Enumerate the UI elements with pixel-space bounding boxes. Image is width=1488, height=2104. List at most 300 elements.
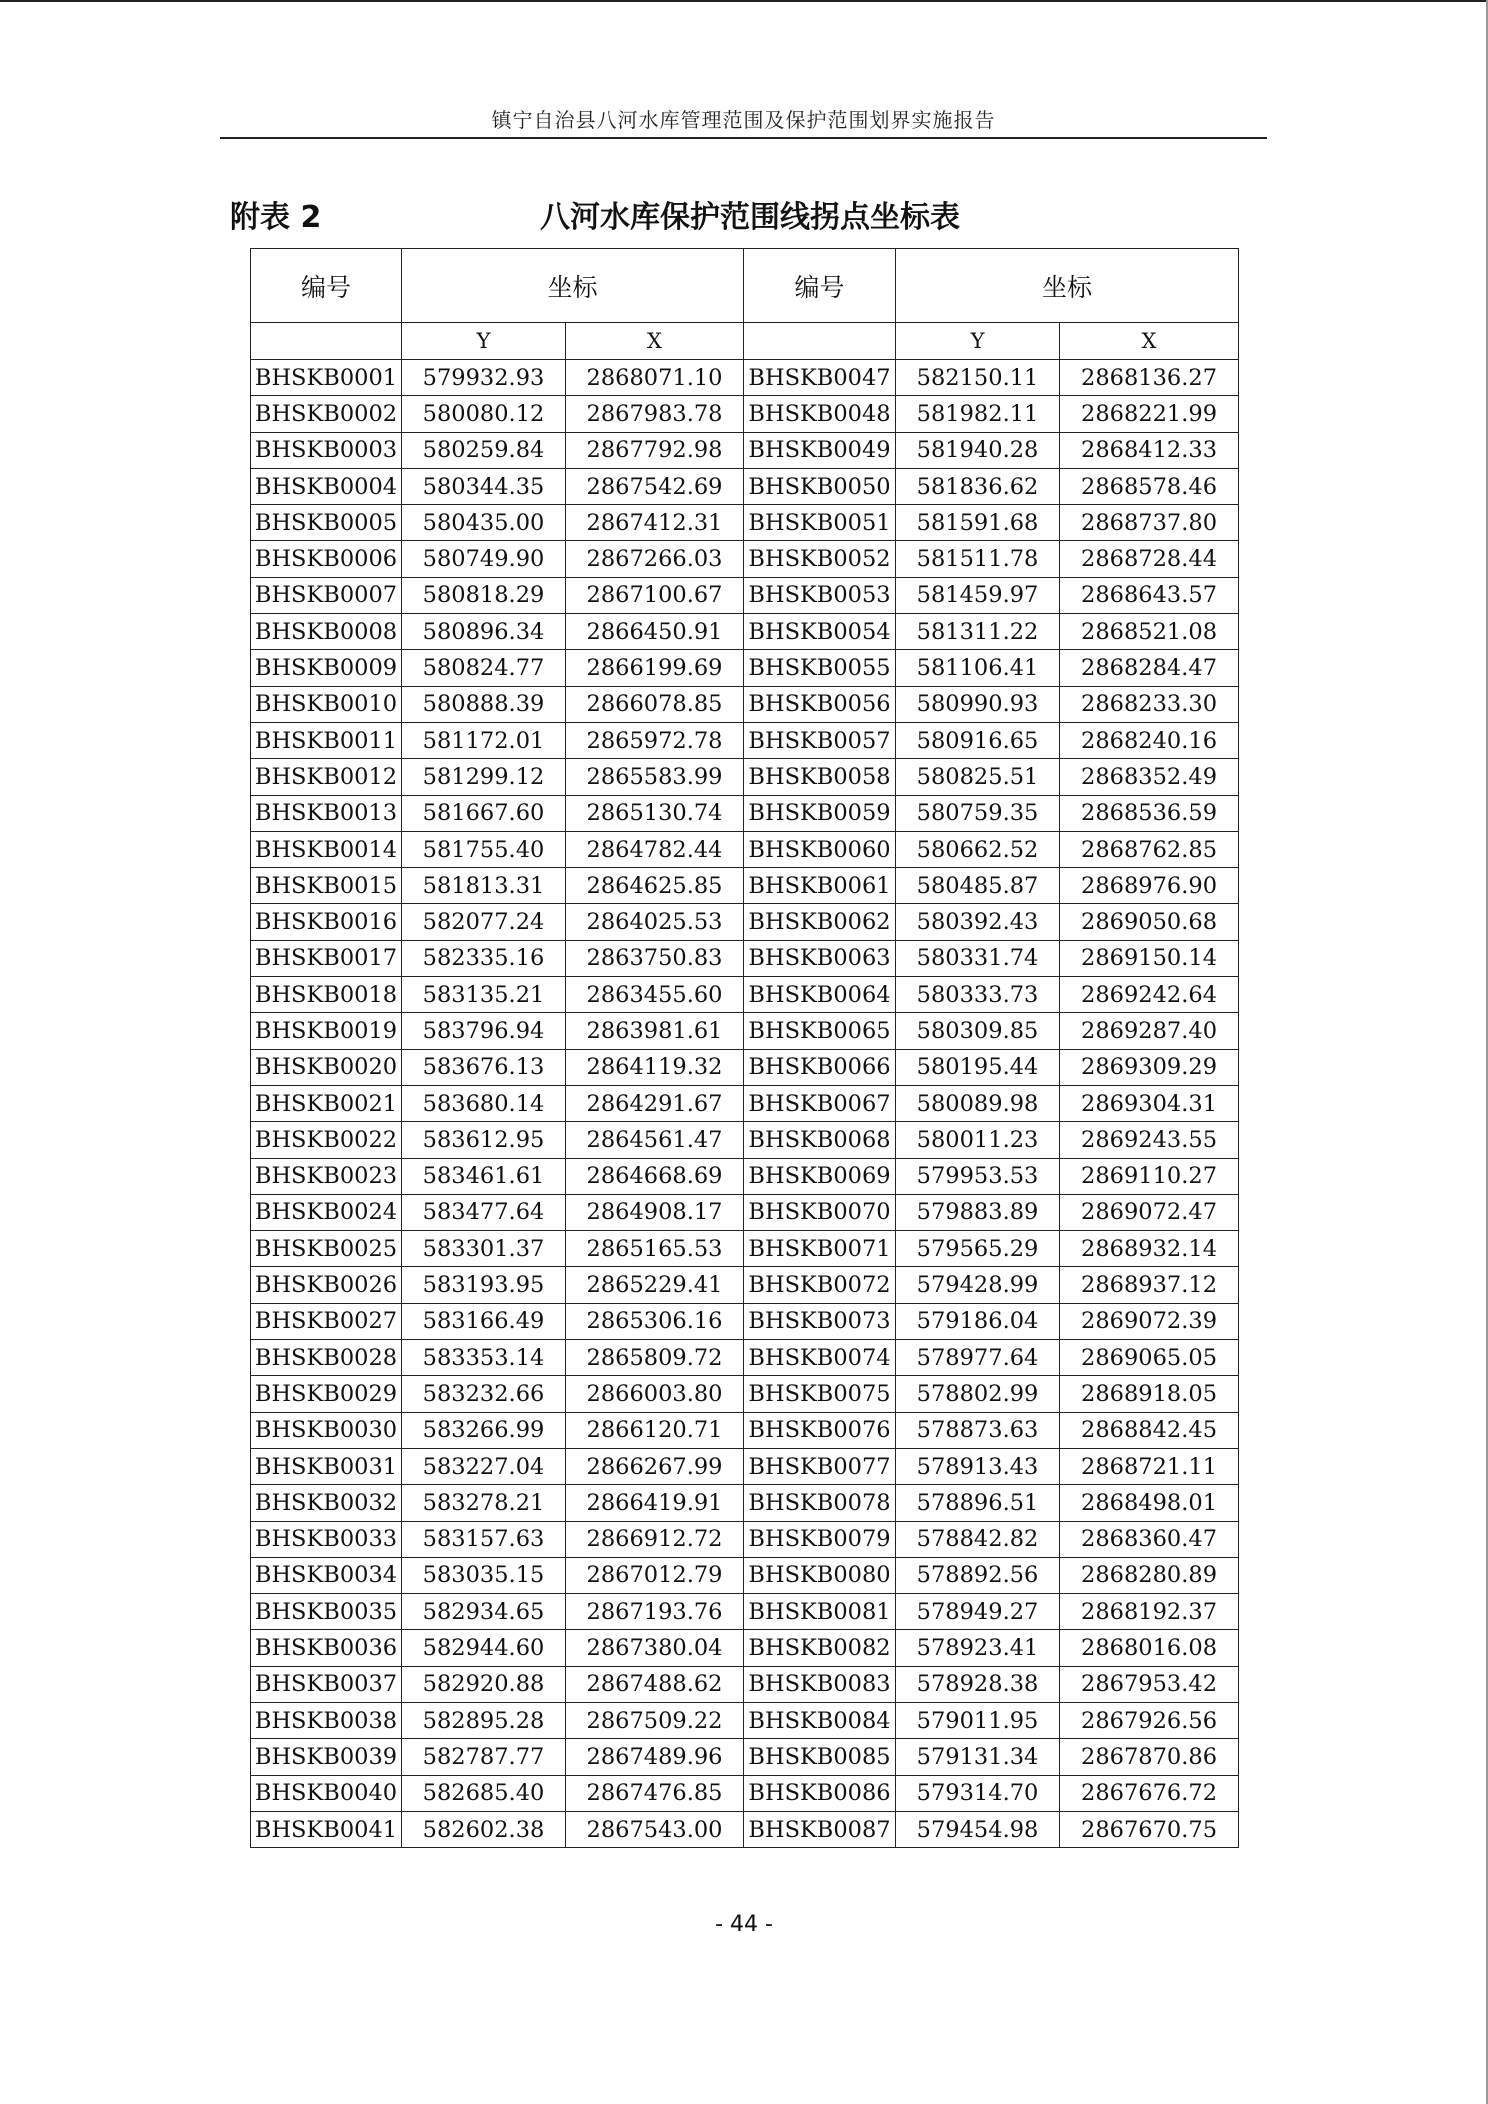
coord-y: 579011.95 bbox=[896, 1702, 1060, 1738]
point-id: BHSKB0017 bbox=[251, 940, 402, 976]
point-id: BHSKB0077 bbox=[744, 1448, 896, 1484]
table-row bbox=[251, 1158, 1239, 1194]
coord-y: 583278.21 bbox=[402, 1485, 566, 1521]
point-id: BHSKB0047 bbox=[744, 360, 896, 396]
table-row bbox=[251, 795, 1239, 831]
coord-y: 581299.12 bbox=[402, 759, 566, 795]
coord-y: 579932.93 bbox=[402, 360, 566, 396]
coord-x: 2868016.08 bbox=[1060, 1630, 1239, 1666]
coord-y: 580888.39 bbox=[402, 686, 566, 722]
coord-y: 579314.70 bbox=[896, 1775, 1060, 1811]
coord-y: 581836.62 bbox=[896, 468, 1060, 504]
point-id: BHSKB0086 bbox=[744, 1775, 896, 1811]
point-id: BHSKB0012 bbox=[251, 759, 402, 795]
coord-y: 580916.65 bbox=[896, 722, 1060, 758]
point-id: BHSKB0004 bbox=[251, 468, 402, 504]
coord-y: 579883.89 bbox=[896, 1194, 1060, 1230]
coord-y: 583227.04 bbox=[402, 1448, 566, 1484]
table-row bbox=[251, 1194, 1239, 1230]
coord-x: 2868221.99 bbox=[1060, 396, 1239, 432]
coord-y: 582685.40 bbox=[402, 1775, 566, 1811]
coord-y: 579131.34 bbox=[896, 1739, 1060, 1775]
coord-y: 583477.64 bbox=[402, 1194, 566, 1230]
coord-y: 582944.60 bbox=[402, 1630, 566, 1666]
table-row bbox=[251, 360, 1239, 396]
coord-x: 2868240.16 bbox=[1060, 722, 1239, 758]
table-row bbox=[251, 468, 1239, 504]
point-id: BHSKB0002 bbox=[251, 396, 402, 432]
coord-x: 2868071.10 bbox=[566, 360, 744, 396]
point-id: BHSKB0070 bbox=[744, 1194, 896, 1230]
coord-y: 581813.31 bbox=[402, 868, 566, 904]
coord-y: 581106.41 bbox=[896, 650, 1060, 686]
point-id: BHSKB0069 bbox=[744, 1158, 896, 1194]
coord-y: 582895.28 bbox=[402, 1702, 566, 1738]
coord-y: 578913.43 bbox=[896, 1448, 1060, 1484]
coord-x: 2864291.67 bbox=[566, 1085, 744, 1121]
point-id: BHSKB0040 bbox=[251, 1775, 402, 1811]
point-id: BHSKB0055 bbox=[744, 650, 896, 686]
coord-x: 2869304.31 bbox=[1060, 1085, 1239, 1121]
coord-x: 2863750.83 bbox=[566, 940, 744, 976]
coord-x: 2868284.47 bbox=[1060, 650, 1239, 686]
coord-x: 2867489.96 bbox=[566, 1739, 744, 1775]
table-row bbox=[251, 1376, 1239, 1412]
point-id: BHSKB0036 bbox=[251, 1630, 402, 1666]
point-id: BHSKB0010 bbox=[251, 686, 402, 722]
coord-x: 2866003.80 bbox=[566, 1376, 744, 1412]
point-id: BHSKB0049 bbox=[744, 432, 896, 468]
table-row bbox=[251, 1085, 1239, 1121]
running-header: 镇宁自治县八河水库管理范围及保护范围划界实施报告 bbox=[491, 108, 996, 132]
coord-y: 583166.49 bbox=[402, 1303, 566, 1339]
point-id: BHSKB0072 bbox=[744, 1267, 896, 1303]
table-row bbox=[251, 1594, 1239, 1630]
table-row bbox=[251, 722, 1239, 758]
coord-y: 582920.88 bbox=[402, 1666, 566, 1702]
page-border bbox=[0, 0, 1488, 2]
point-id: BHSKB0076 bbox=[744, 1412, 896, 1448]
point-id: BHSKB0029 bbox=[251, 1376, 402, 1412]
coord-y: 583461.61 bbox=[402, 1158, 566, 1194]
coord-x: 2867953.42 bbox=[1060, 1666, 1239, 1702]
page-number: - 44 - bbox=[715, 1912, 773, 1937]
table-row bbox=[251, 1231, 1239, 1267]
point-id: BHSKB0026 bbox=[251, 1267, 402, 1303]
point-id: BHSKB0006 bbox=[251, 541, 402, 577]
coord-y: 580485.87 bbox=[896, 868, 1060, 904]
point-id: BHSKB0005 bbox=[251, 505, 402, 541]
point-id: BHSKB0035 bbox=[251, 1594, 402, 1630]
coord-y: 581511.78 bbox=[896, 541, 1060, 577]
table-row bbox=[251, 686, 1239, 722]
subheader-empty bbox=[251, 323, 402, 360]
coordinate-table bbox=[250, 248, 1239, 1848]
coord-x: 2867543.00 bbox=[566, 1811, 744, 1847]
point-id: BHSKB0034 bbox=[251, 1557, 402, 1593]
coord-y: 583796.94 bbox=[402, 1013, 566, 1049]
point-id: BHSKB0064 bbox=[744, 977, 896, 1013]
coord-x: 2867926.56 bbox=[1060, 1702, 1239, 1738]
point-id: BHSKB0060 bbox=[744, 831, 896, 867]
point-id: BHSKB0058 bbox=[744, 759, 896, 795]
coord-y: 580333.73 bbox=[896, 977, 1060, 1013]
point-id: BHSKB0031 bbox=[251, 1448, 402, 1484]
point-id: BHSKB0054 bbox=[744, 614, 896, 650]
header-coord: 坐标 bbox=[896, 249, 1239, 323]
table-row bbox=[251, 650, 1239, 686]
coord-x: 2865229.41 bbox=[566, 1267, 744, 1303]
point-id: BHSKB0020 bbox=[251, 1049, 402, 1085]
coord-y: 583157.63 bbox=[402, 1521, 566, 1557]
coord-x: 2866267.99 bbox=[566, 1448, 744, 1484]
point-id: BHSKB0048 bbox=[744, 396, 896, 432]
coord-x: 2864908.17 bbox=[566, 1194, 744, 1230]
coord-y: 580331.74 bbox=[896, 940, 1060, 976]
coord-y: 583193.95 bbox=[402, 1267, 566, 1303]
point-id: BHSKB0037 bbox=[251, 1666, 402, 1702]
coord-x: 2867670.75 bbox=[1060, 1811, 1239, 1847]
point-id: BHSKB0074 bbox=[744, 1340, 896, 1376]
coord-x: 2868643.57 bbox=[1060, 577, 1239, 613]
coord-x: 2868360.47 bbox=[1060, 1521, 1239, 1557]
coord-x: 2867012.79 bbox=[566, 1557, 744, 1593]
subheader-empty bbox=[744, 323, 896, 360]
point-id: BHSKB0079 bbox=[744, 1521, 896, 1557]
coord-x: 2869072.47 bbox=[1060, 1194, 1239, 1230]
coord-x: 2868233.30 bbox=[1060, 686, 1239, 722]
coord-y: 580344.35 bbox=[402, 468, 566, 504]
table-row bbox=[251, 1811, 1239, 1847]
coord-x: 2866078.85 bbox=[566, 686, 744, 722]
table-row bbox=[251, 1412, 1239, 1448]
table-row bbox=[251, 1303, 1239, 1339]
coord-x: 2869065.05 bbox=[1060, 1340, 1239, 1376]
coord-x: 2868842.45 bbox=[1060, 1412, 1239, 1448]
coord-y: 579454.98 bbox=[896, 1811, 1060, 1847]
point-id: BHSKB0061 bbox=[744, 868, 896, 904]
table-title: 八河水库保护范围线拐点坐标表 bbox=[540, 200, 960, 235]
coord-x: 2868721.11 bbox=[1060, 1448, 1239, 1484]
point-id: BHSKB0053 bbox=[744, 577, 896, 613]
coord-y: 582787.77 bbox=[402, 1739, 566, 1775]
coord-x: 2867193.76 bbox=[566, 1594, 744, 1630]
coord-x: 2864668.69 bbox=[566, 1158, 744, 1194]
coord-y: 580749.90 bbox=[402, 541, 566, 577]
point-id: BHSKB0041 bbox=[251, 1811, 402, 1847]
table-row bbox=[251, 1049, 1239, 1085]
point-id: BHSKB0063 bbox=[744, 940, 896, 976]
coord-x: 2865972.78 bbox=[566, 722, 744, 758]
coord-x: 2869243.55 bbox=[1060, 1122, 1239, 1158]
point-id: BHSKB0025 bbox=[251, 1231, 402, 1267]
point-id: BHSKB0018 bbox=[251, 977, 402, 1013]
table-row bbox=[251, 577, 1239, 613]
coord-x: 2869309.29 bbox=[1060, 1049, 1239, 1085]
coord-y: 580759.35 bbox=[896, 795, 1060, 831]
coord-x: 2868536.59 bbox=[1060, 795, 1239, 831]
coord-x: 2864025.53 bbox=[566, 904, 744, 940]
point-id: BHSKB0014 bbox=[251, 831, 402, 867]
coord-y: 583301.37 bbox=[402, 1231, 566, 1267]
point-id: BHSKB0057 bbox=[744, 722, 896, 758]
coord-y: 578923.41 bbox=[896, 1630, 1060, 1666]
header-y: Y bbox=[896, 323, 1060, 360]
coord-y: 580392.43 bbox=[896, 904, 1060, 940]
point-id: BHSKB0033 bbox=[251, 1521, 402, 1557]
coord-x: 2864119.32 bbox=[566, 1049, 744, 1085]
point-id: BHSKB0073 bbox=[744, 1303, 896, 1339]
table-row bbox=[251, 1013, 1239, 1049]
point-id: BHSKB0062 bbox=[744, 904, 896, 940]
header-x: X bbox=[1060, 323, 1239, 360]
header-x: X bbox=[566, 323, 744, 360]
table-row bbox=[251, 1448, 1239, 1484]
coord-y: 580896.34 bbox=[402, 614, 566, 650]
coord-x: 2867476.85 bbox=[566, 1775, 744, 1811]
coord-y: 583035.15 bbox=[402, 1557, 566, 1593]
coord-x: 2868136.27 bbox=[1060, 360, 1239, 396]
coord-x: 2868521.08 bbox=[1060, 614, 1239, 650]
coord-x: 2868937.12 bbox=[1060, 1267, 1239, 1303]
table-row bbox=[251, 1630, 1239, 1666]
coord-y: 578873.63 bbox=[896, 1412, 1060, 1448]
header-id: 编号 bbox=[744, 249, 896, 323]
point-id: BHSKB0084 bbox=[744, 1702, 896, 1738]
coord-y: 578842.82 bbox=[896, 1521, 1060, 1557]
point-id: BHSKB0068 bbox=[744, 1122, 896, 1158]
table-row bbox=[251, 1267, 1239, 1303]
coord-x: 2867488.62 bbox=[566, 1666, 744, 1702]
coord-x: 2867870.86 bbox=[1060, 1739, 1239, 1775]
table-row bbox=[251, 1775, 1239, 1811]
coord-x: 2868498.01 bbox=[1060, 1485, 1239, 1521]
coord-x: 2865130.74 bbox=[566, 795, 744, 831]
coord-x: 2863455.60 bbox=[566, 977, 744, 1013]
point-id: BHSKB0085 bbox=[744, 1739, 896, 1775]
coord-y: 579428.99 bbox=[896, 1267, 1060, 1303]
coord-x: 2868192.37 bbox=[1060, 1594, 1239, 1630]
point-id: BHSKB0038 bbox=[251, 1702, 402, 1738]
coord-x: 2866450.91 bbox=[566, 614, 744, 650]
coord-x: 2868932.14 bbox=[1060, 1231, 1239, 1267]
point-id: BHSKB0021 bbox=[251, 1085, 402, 1121]
coord-x: 2868976.90 bbox=[1060, 868, 1239, 904]
table-row bbox=[251, 1485, 1239, 1521]
coord-y: 578928.38 bbox=[896, 1666, 1060, 1702]
coord-x: 2867100.67 bbox=[566, 577, 744, 613]
coord-x: 2867380.04 bbox=[566, 1630, 744, 1666]
point-id: BHSKB0082 bbox=[744, 1630, 896, 1666]
coord-x: 2864782.44 bbox=[566, 831, 744, 867]
table-row bbox=[251, 432, 1239, 468]
coord-x: 2867792.98 bbox=[566, 432, 744, 468]
coord-y: 581667.60 bbox=[402, 795, 566, 831]
coord-x: 2868918.05 bbox=[1060, 1376, 1239, 1412]
coord-y: 581311.22 bbox=[896, 614, 1060, 650]
coord-y: 578892.56 bbox=[896, 1557, 1060, 1593]
header-rule bbox=[220, 137, 1267, 139]
coord-y: 580824.77 bbox=[402, 650, 566, 686]
coord-x: 2866419.91 bbox=[566, 1485, 744, 1521]
coord-y: 583135.21 bbox=[402, 977, 566, 1013]
coord-y: 579565.29 bbox=[896, 1231, 1060, 1267]
table-row bbox=[251, 1557, 1239, 1593]
table-row bbox=[251, 541, 1239, 577]
table-row bbox=[251, 977, 1239, 1013]
coord-y: 580990.93 bbox=[896, 686, 1060, 722]
coord-y: 583612.95 bbox=[402, 1122, 566, 1158]
table-body bbox=[251, 360, 1239, 1848]
coord-x: 2869287.40 bbox=[1060, 1013, 1239, 1049]
point-id: BHSKB0022 bbox=[251, 1122, 402, 1158]
coord-x: 2869072.39 bbox=[1060, 1303, 1239, 1339]
coord-x: 2867509.22 bbox=[566, 1702, 744, 1738]
table-row bbox=[251, 1340, 1239, 1376]
table-row bbox=[251, 505, 1239, 541]
point-id: BHSKB0039 bbox=[251, 1739, 402, 1775]
coord-y: 582335.16 bbox=[402, 940, 566, 976]
coord-y: 578896.51 bbox=[896, 1485, 1060, 1521]
point-id: BHSKB0032 bbox=[251, 1485, 402, 1521]
coord-y: 578977.64 bbox=[896, 1340, 1060, 1376]
table-header-row bbox=[251, 249, 1239, 323]
table-row bbox=[251, 831, 1239, 867]
point-id: BHSKB0059 bbox=[744, 795, 896, 831]
coord-y: 580309.85 bbox=[896, 1013, 1060, 1049]
coord-x: 2865306.16 bbox=[566, 1303, 744, 1339]
coord-x: 2867676.72 bbox=[1060, 1775, 1239, 1811]
appendix-table-label: 附表 2 bbox=[230, 200, 322, 235]
point-id: BHSKB0030 bbox=[251, 1412, 402, 1448]
point-id: BHSKB0013 bbox=[251, 795, 402, 831]
coord-y: 582077.24 bbox=[402, 904, 566, 940]
table-subheader-row bbox=[251, 323, 1239, 360]
point-id: BHSKB0028 bbox=[251, 1340, 402, 1376]
coord-x: 2865809.72 bbox=[566, 1340, 744, 1376]
coord-y: 581459.97 bbox=[896, 577, 1060, 613]
point-id: BHSKB0083 bbox=[744, 1666, 896, 1702]
table-row bbox=[251, 868, 1239, 904]
coord-y: 582602.38 bbox=[402, 1811, 566, 1847]
table-row bbox=[251, 1521, 1239, 1557]
coord-x: 2864625.85 bbox=[566, 868, 744, 904]
header-y: Y bbox=[402, 323, 566, 360]
point-id: BHSKB0067 bbox=[744, 1085, 896, 1121]
table-row bbox=[251, 1702, 1239, 1738]
coord-x: 2868737.80 bbox=[1060, 505, 1239, 541]
coord-x: 2867412.31 bbox=[566, 505, 744, 541]
coord-y: 583232.66 bbox=[402, 1376, 566, 1412]
coord-y: 582150.11 bbox=[896, 360, 1060, 396]
coord-y: 580011.23 bbox=[896, 1122, 1060, 1158]
table-row bbox=[251, 1739, 1239, 1775]
point-id: BHSKB0027 bbox=[251, 1303, 402, 1339]
point-id: BHSKB0024 bbox=[251, 1194, 402, 1230]
coord-x: 2869050.68 bbox=[1060, 904, 1239, 940]
coord-x: 2867983.78 bbox=[566, 396, 744, 432]
point-id: BHSKB0003 bbox=[251, 432, 402, 468]
coord-x: 2868578.46 bbox=[1060, 468, 1239, 504]
coord-y: 578802.99 bbox=[896, 1376, 1060, 1412]
coord-x: 2868352.49 bbox=[1060, 759, 1239, 795]
coord-y: 579953.53 bbox=[896, 1158, 1060, 1194]
point-id: BHSKB0011 bbox=[251, 722, 402, 758]
point-id: BHSKB0009 bbox=[251, 650, 402, 686]
point-id: BHSKB0007 bbox=[251, 577, 402, 613]
point-id: BHSKB0080 bbox=[744, 1557, 896, 1593]
table-row bbox=[251, 396, 1239, 432]
coord-y: 581172.01 bbox=[402, 722, 566, 758]
point-id: BHSKB0016 bbox=[251, 904, 402, 940]
point-id: BHSKB0056 bbox=[744, 686, 896, 722]
point-id: BHSKB0075 bbox=[744, 1376, 896, 1412]
coord-x: 2868728.44 bbox=[1060, 541, 1239, 577]
point-id: BHSKB0066 bbox=[744, 1049, 896, 1085]
coord-y: 581591.68 bbox=[896, 505, 1060, 541]
coord-x: 2868762.85 bbox=[1060, 831, 1239, 867]
coord-y: 580080.12 bbox=[402, 396, 566, 432]
coord-x: 2869150.14 bbox=[1060, 940, 1239, 976]
coord-y: 583353.14 bbox=[402, 1340, 566, 1376]
header-coord: 坐标 bbox=[402, 249, 744, 323]
coord-x: 2867266.03 bbox=[566, 541, 744, 577]
coord-y: 583680.14 bbox=[402, 1085, 566, 1121]
table-row bbox=[251, 1666, 1239, 1702]
point-id: BHSKB0051 bbox=[744, 505, 896, 541]
coord-x: 2864561.47 bbox=[566, 1122, 744, 1158]
point-id: BHSKB0087 bbox=[744, 1811, 896, 1847]
point-id: BHSKB0019 bbox=[251, 1013, 402, 1049]
coord-x: 2866199.69 bbox=[566, 650, 744, 686]
table-row bbox=[251, 904, 1239, 940]
point-id: BHSKB0071 bbox=[744, 1231, 896, 1267]
coord-y: 583266.99 bbox=[402, 1412, 566, 1448]
coord-y: 581940.28 bbox=[896, 432, 1060, 468]
coord-y: 580435.00 bbox=[402, 505, 566, 541]
coord-y: 580662.52 bbox=[896, 831, 1060, 867]
point-id: BHSKB0078 bbox=[744, 1485, 896, 1521]
coord-y: 582934.65 bbox=[402, 1594, 566, 1630]
coord-x: 2866912.72 bbox=[566, 1521, 744, 1557]
coord-y: 580825.51 bbox=[896, 759, 1060, 795]
point-id: BHSKB0050 bbox=[744, 468, 896, 504]
table-row bbox=[251, 614, 1239, 650]
table-row bbox=[251, 1122, 1239, 1158]
point-id: BHSKB0052 bbox=[744, 541, 896, 577]
table-row bbox=[251, 940, 1239, 976]
coord-x: 2866120.71 bbox=[566, 1412, 744, 1448]
coord-y: 581755.40 bbox=[402, 831, 566, 867]
point-id: BHSKB0023 bbox=[251, 1158, 402, 1194]
table-row bbox=[251, 759, 1239, 795]
coord-x: 2868280.89 bbox=[1060, 1557, 1239, 1593]
coord-y: 580089.98 bbox=[896, 1085, 1060, 1121]
point-id: BHSKB0015 bbox=[251, 868, 402, 904]
point-id: BHSKB0008 bbox=[251, 614, 402, 650]
coord-y: 580818.29 bbox=[402, 577, 566, 613]
coord-x: 2865165.53 bbox=[566, 1231, 744, 1267]
coord-y: 581982.11 bbox=[896, 396, 1060, 432]
coord-x: 2863981.61 bbox=[566, 1013, 744, 1049]
coord-x: 2868412.33 bbox=[1060, 432, 1239, 468]
coord-y: 580195.44 bbox=[896, 1049, 1060, 1085]
point-id: BHSKB0065 bbox=[744, 1013, 896, 1049]
coord-y: 583676.13 bbox=[402, 1049, 566, 1085]
point-id: BHSKB0081 bbox=[744, 1594, 896, 1630]
coord-x: 2867542.69 bbox=[566, 468, 744, 504]
point-id: BHSKB0001 bbox=[251, 360, 402, 396]
